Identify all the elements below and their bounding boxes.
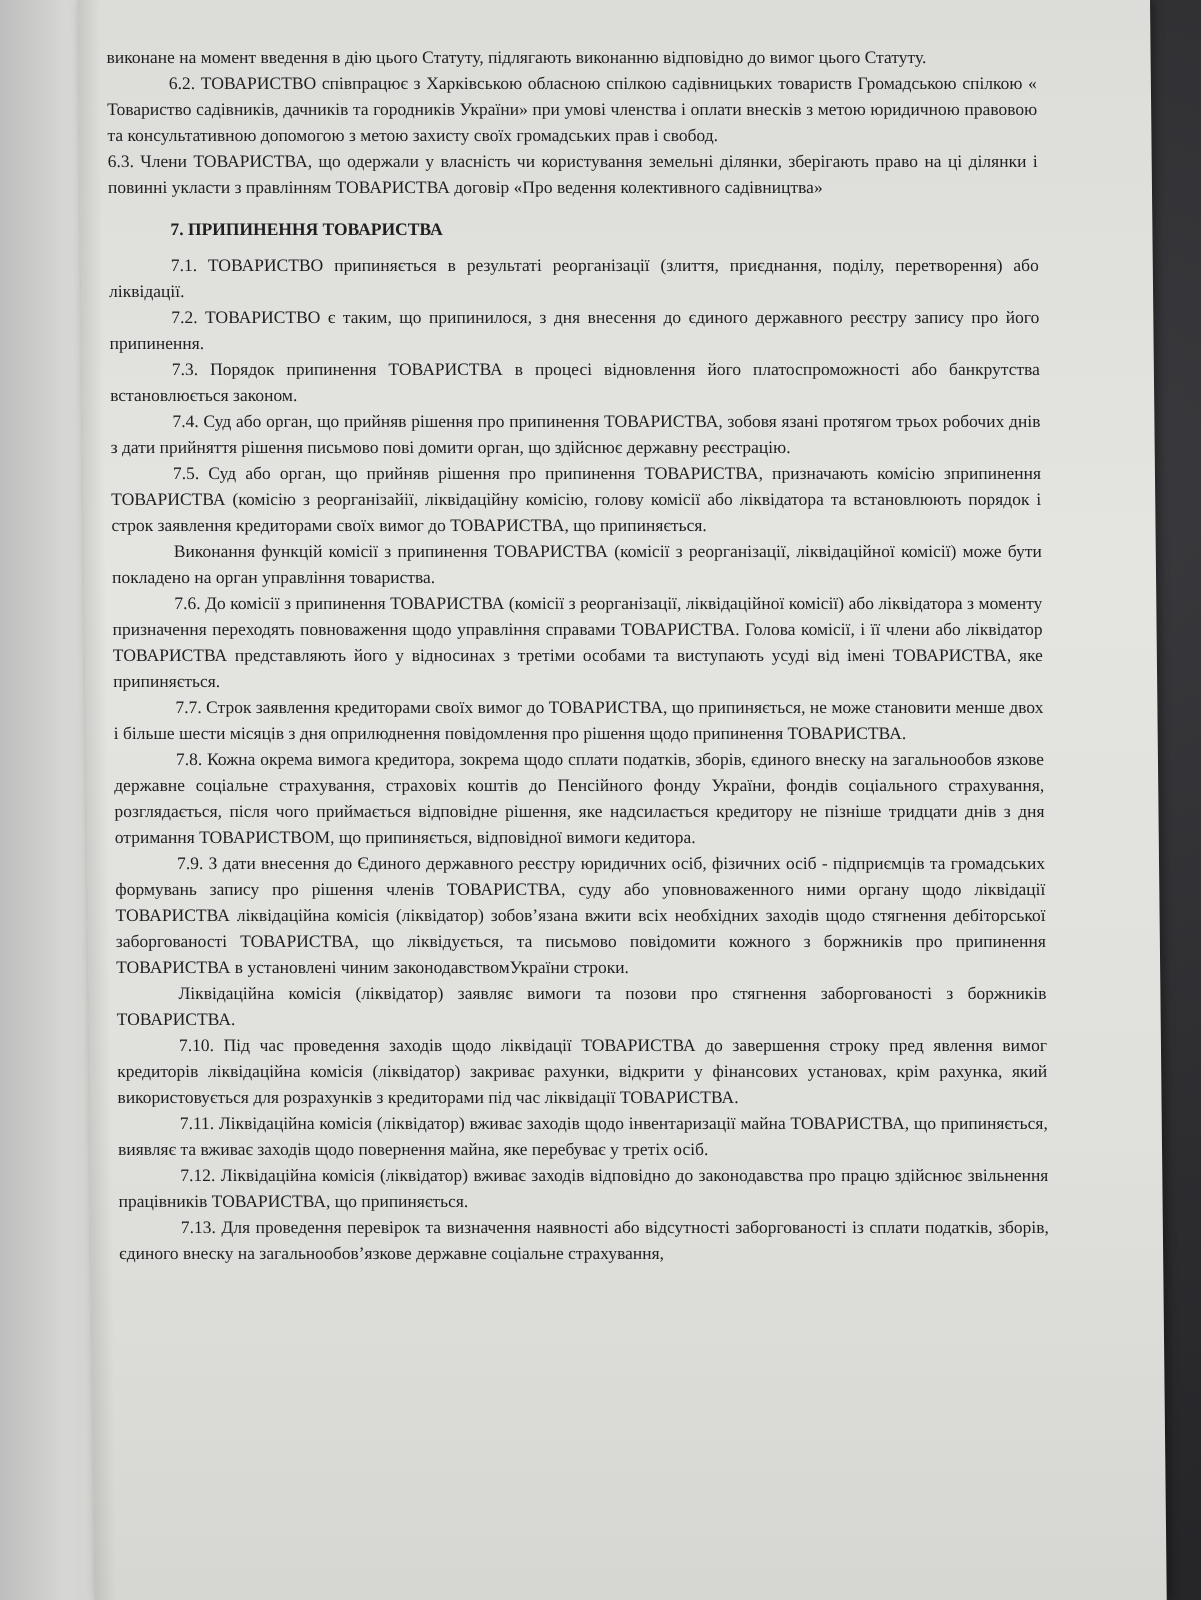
paragraph-7-1: 7.1. ТОВАРИСТВО припиняється в результаті реорганізації (злиття, приєднання, поділу, перетворення) або ліквідації. [108, 255, 1039, 301]
document-page [78, 0, 1167, 1600]
paragraph-7-3: 7.3. Порядок припинення ТОВАРИСТВА в процесі відновлення його платоспроможності або банкрутства встановлюється законом. [110, 359, 1040, 405]
paragraph-7-4: 7.4. Суд або орган, що прийняв рішення про припинення ТОВАРИСТВА, зобовя язані протягом трьох робочих днів з дати прийняття рішення письмово пові домити орган, що здійснює державну реєстрацію. [110, 411, 1041, 457]
paragraph-7-13: 7.13. Для проведення перевірок та визначення наявності або відсутності заборгованості із сплати податків, зборів, єдиного внеску на загальнообов’язкове державне соціальне страхування, [119, 1217, 1049, 1263]
document-body [106, 44, 1049, 1266]
paragraph-7-2: 7.2. ТОВАРИСТВО є таким, що припинилося, з дня внесення до єдиного державного реєстру запису про його припинення. [109, 307, 1040, 353]
paragraph-7-5-continued: Виконання функцій комісії з припинення ТОВАРИСТВА (комісії з реорганізації, ліквідаційної комісії) може бути покладено на орган управління товариства. [111, 541, 1042, 587]
paragraph-6-2: 6.2. ТОВАРИСТВО співпрацює з Харківською обласною спілкою садівницьких товариств Громадською спілкою « Товариство садівників, дачників та городників України» при умові членства і оплати внесків з метою юридичною правовою та консультативною допомогою з метою захисту своїх громадських прав і свобод. [107, 73, 1038, 145]
paragraph-6-3: 6.3. Члени ТОВАРИСТВА, що одержали у власність чи користування земельні ділянки, зберігають право на ці ділянки і повинні укласти з правлінням ТОВАРИСТВА договір «Про ведення колективного садівництва» [107, 151, 1038, 197]
paragraph-intro: виконане на момент введення в дію цього Статуту, підлягають виконанню відповідно до вимог цього Статуту. [106, 47, 927, 67]
paragraph-7-9: 7.9. З дати внесення до Єдиного державного реєстру юридичних осіб, фізичних осіб - підприємців та громадських формувань запису про рішення членів ТОВАРИСТВА, суду або уповноваженного ними органу щодо ліквідації ТОВАРИСТВА ліквідаційна комісія (ліквідатор) зобов’язана вжити всіх необхідних заходів щодо стягнення дебіторської заборгованості ТОВАРИСТВА, що ліквідується, та письмово повідомити кожного з боржників про припинення ТОВАРИСТВА в установлені чиним законодавствомУкраїни строки. [115, 853, 1046, 977]
paragraph-7-10: 7.10. Під час проведення заходів щодо ліквідації ТОВАРИСТВА до завершення строку пред явлення вимог кредиторів ліквідаційна комісія (ліквідатор) закриває рахунки, відкрити у фінансових установах, крім рахунка, який використовується для розрахунків з кредиторами під час ліквідації ТОВАРИСТВА. [117, 1035, 1048, 1107]
section-heading-7: 7. ПРИПИНЕННЯ ТОВАРИСТВА [170, 219, 443, 239]
paragraph-7-7: 7.7. Строк заявлення кредиторами своїх вимог до ТОВАРИСТВА, що припиняється, не може становити менше двох і більше шести місяців з дня оприлюднення повідомлення про рішення щодо припинення ТОВАРИСТВА. [113, 697, 1044, 743]
paragraph-7-12: 7.12. Ліквідаційна комісія (ліквідатор) вживає заходів відповідно до законодавства про працю здійснює звільнення працівників ТОВАРИСТВА, що припиняється. [118, 1165, 1049, 1211]
paragraph-7-5: 7.5. Суд або орган, що прийняв рішення про припинення ТОВАРИСТВА, призначають комісію зприпинення ТОВАРИСТВА (комісію з реорганізайії, ліквідаційну комісію, голову комісії або ліквідатора та встановлюють порядок і строк заявлення кредиторами своїх вимог до ТОВАРИСТВА, що припиняється. [111, 463, 1042, 535]
paragraph-7-11: 7.11. Ліквідаційна комісія (ліквідатор) вживає заходів щодо інвентаризації майна ТОВАРИСТВА, що припиняється, виявляє та вживає заходів щодо повернення майна, яке перебуває у третіх осіб. [117, 1113, 1048, 1159]
paragraph-7-9-continued: Ліквідаційна комісія (ліквідатор) заявляє вимоги та позови про стягнення заборгованості з боржників ТОВАРИСТВА. [116, 983, 1047, 1029]
paragraph-7-6: 7.6. До комісії з припинення ТОВАРИСТВА (комісії з реорганізації, ліквідаційної комісії) або ліквідатора з моменту призначення переходять повноваження щодо управління справами ТОВАРИСТВА. Голова комісії, і її члени або ліквідатор ТОВАРИСТВА представляють його у відносинах з третіми особами та виступають усуді від імені ТОВАРИСТВА, яке припиняється. [112, 593, 1043, 691]
paragraph-7-8: 7.8. Кожна окрема вимога кредитора, зокрема щодо сплати податків, зборів, єдиного внеску на загальнообов язкове державне соціальне страхування, страховіх коштів до Пенсійного фонду України, фондів соціального страхування, розглядається, після чого приймається відповідне рішення, яке надсилається кредитору не пізніше тридцати днів з дня отримання ТОВАРИСТВОМ, що припиняється, відповідної вимоги кедитора. [114, 749, 1045, 847]
